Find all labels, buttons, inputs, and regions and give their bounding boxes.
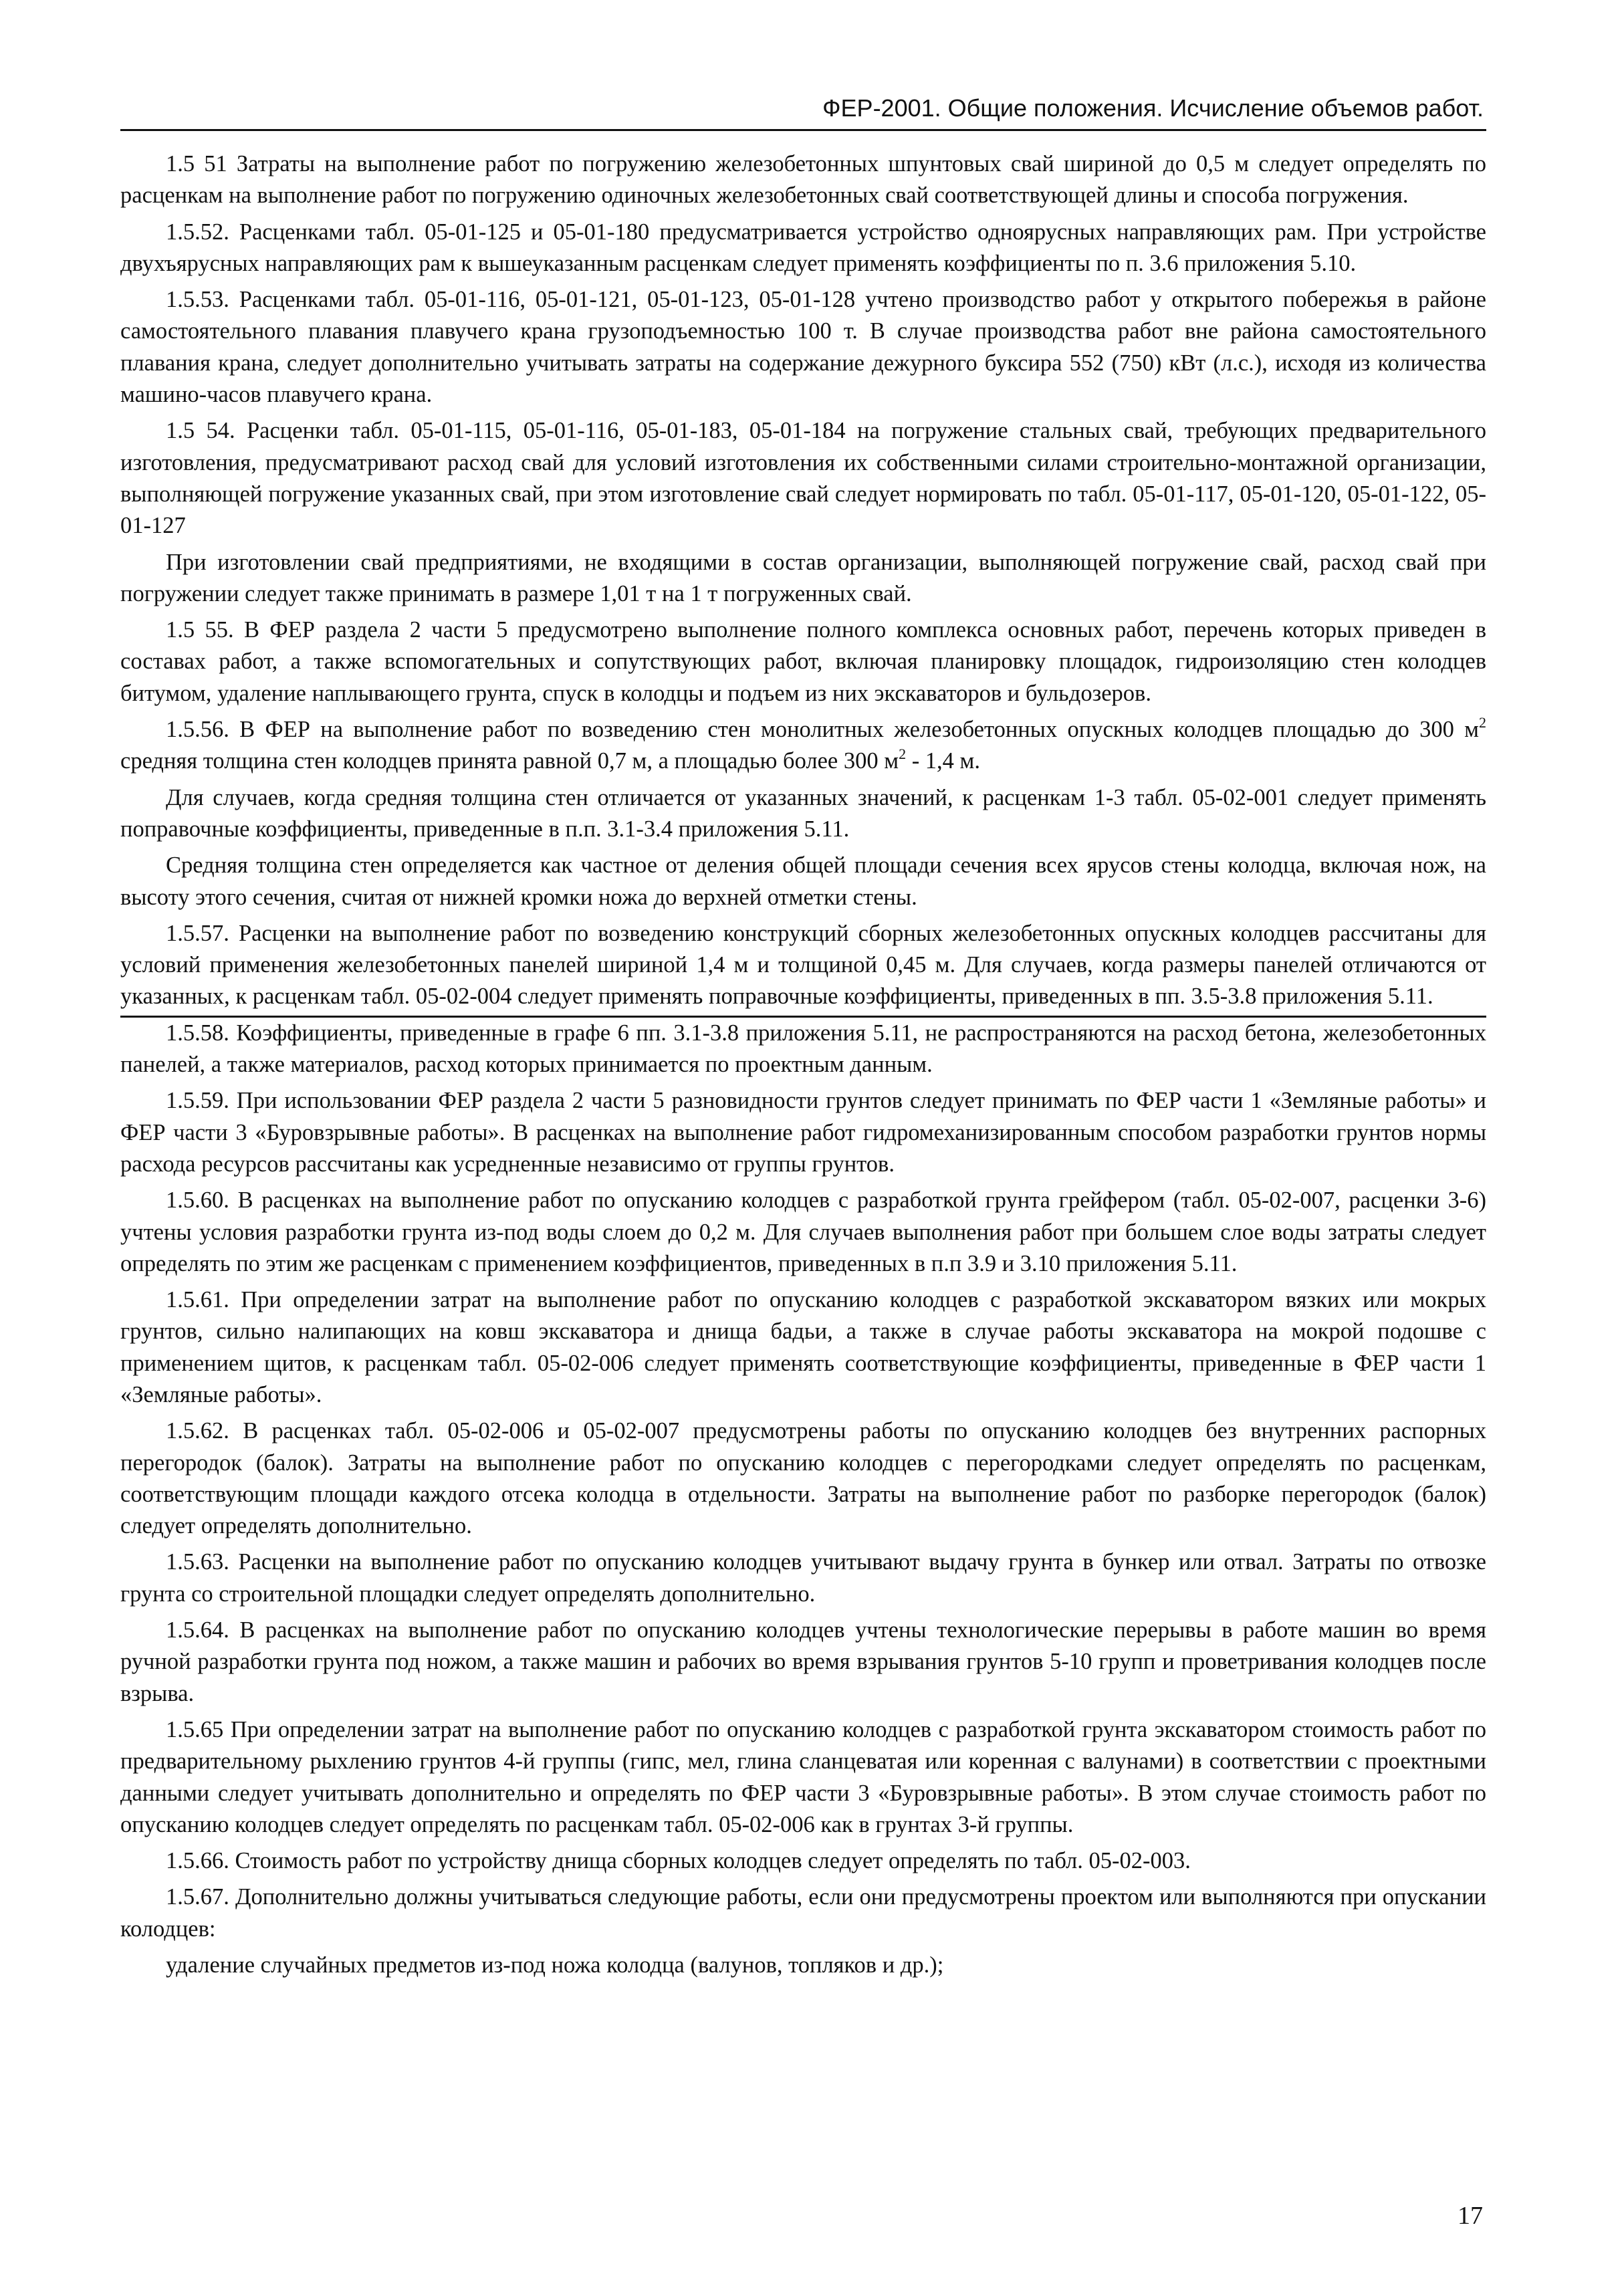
paragraph-1-5-56-text-a: 1.5.56. В ФЕР на выполнение работ по возведению стен монолитных железобетонных опускных колодцев площадью до 300 м xyxy=(166,717,1479,743)
paragraph-1-5-54-continued: При изготовлении свай предприятиями, не входящими в состав организации, выполняющей погружение свай, расход свай при погружении следует также принимать в размере 1,01 т на 1 т погруженных свай. xyxy=(120,549,1486,606)
square-meter-superscript: 2 xyxy=(1479,714,1486,731)
paragraph-1-5-55: 1.5 55. В ФЕР раздела 2 части 5 предусмотрено выполнение полного комплекса основных работ, перечень которых приведен в составах работ, а также вспомогательных и сопутствующих работ, включая планировку площадок, гидроизоляцию стен колодцев битумом, удаление наплывающего грунта, спуск в колодцы и подъем из них экскаваторов и бульдозеров. xyxy=(120,617,1486,706)
paragraph-1-5-59: 1.5.59. При использовании ФЕР раздела 2 части 5 разновидности грунтов следует принимать по ФЕР части 1 «Земляные работы» и ФЕР части 3 «Буровзрывные работы». В расценках на выполнение работ гидромеханизированным способом разработки грунтов нормы расхода ресурсов рассчитаны как усредненные независимо от группы грунтов. xyxy=(120,1088,1486,1177)
paragraph-1-5-54: 1.5 54. Расценки табл. 05-01-115, 05-01-116, 05-01-183, 05-01-184 на погружение стальных свай, требующих предварительного изготовления, предусматривают расход свай для условий изготовления их собственными силами строительно-монтажной организации, выполняющей погружение указанных свай, при этом изготовление свай следует нормировать по табл. 05-01-117, 05-01-120, 05-01-122, 05-01-127 xyxy=(120,418,1486,539)
paragraph-1-5-66: 1.5.66. Стоимость работ по устройству днища сборных колодцев следует определять по табл. 05-02-003. xyxy=(166,1848,1191,1874)
paragraph-average-wall-thickness: Средняя толщина стен определяется как частное от деления общей площади сечения всех ярусов стены колодца, включая нож, на высоту этого сечения, считая от нижней кромки ножа до верхней отметки стены. xyxy=(120,852,1486,910)
paragraph-1-5-63: 1.5.63. Расценки на выполнение работ по опусканию колодцев учитывают выдачу грунта в бункер или отвал. Затраты по отвозке грунта со строительной площадки следует определять дополнительно. xyxy=(120,1549,1486,1607)
running-header: ФЕР-2001. Общие положения. Исчисление объемов работ. xyxy=(822,94,1484,122)
paragraph-1-5-51: 1.5 51 Затраты на выполнение работ по погружению железобетонных шпунтовых свай шириной до 0,5 м следует определять по расценкам на выполнение работ по погружению одиночных железобетонных свай соответствующей длины и способа погружения. xyxy=(120,151,1486,209)
paragraph-1-5-60: 1.5.60. В расценках на выполнение работ по опусканию колодцев с разработкой грунта грейфером (табл. 05-02-007, расценки 3-6) учтены условия разработки грунта из-под воды слоем до 0,2 м. Для случаев выполнения работ при большем слое воды затраты следует определять по этим же расценкам с применением коэффициентов, приведенных в п.п 3.9 и 3.10 приложения 5.11. xyxy=(120,1187,1486,1276)
paragraph-1-5-52: 1.5.52. Расценками табл. 05-01-125 и 05-01-180 предусматривается устройство одноярусных направляющих рам. При устройстве двухъярусных направляющих рам к вышеуказанным расценкам следует применять коэффициенты по п. 3.6 приложения 5.10. xyxy=(120,219,1486,276)
paragraph-1-5-67: 1.5.67. Дополнительно должны учитываться следующие работы, если они предусмотрены проектом или выполняются при опускании колодцев: xyxy=(120,1884,1486,1942)
paragraph-list-item-1: удаление случайных предметов из-под ножа колодца (валунов, топляков и др.); xyxy=(166,1952,944,1978)
paragraph-1-5-56 xyxy=(120,714,1486,778)
paragraph-1-5-56-text-b: средняя толщина стен колодцев принята равной 0,7 м, а площадью более 300 м xyxy=(120,748,899,774)
paragraph-wall-thickness-coefficients: Для случаев, когда средняя толщина стен отличается от указанных значений, к расценкам 1-3 табл. 05-02-001 следует применять поправочные коэффициенты, приведенные в п.п. 3.1-3.4 приложения 5.11. xyxy=(120,784,1486,842)
paragraph-1-5-62: 1.5.62. В расценках табл. 05-02-006 и 05-02-007 предусмотрены работы по опусканию колодцев без внутренних распорных перегородок (балок). Затраты на выполнение работ по опусканию колодцев с перегородками следует определять по расценкам, соответствующим площади каждого отсека колодца в отдельности. Затраты на выполнение работ по разборке перегородок (балок) следует определять дополнительно. xyxy=(120,1418,1486,1539)
paragraph-1-5-64: 1.5.64. В расценках на выполнение работ по опусканию колодцев учтены технологические перерывы в работе машин во время ручной разработки грунта под ножом, а также машин и рабочих во время взрывания грунтов 5-10 групп и проветривания колодцев после взрыва. xyxy=(120,1617,1486,1706)
paragraph-1-5-57: 1.5.57. Расценки на выполнение работ по возведению конструкций сборных железобетонных опускных колодцев рассчитаны для условий применения железобетонных панелей шириной 1,4 м и толщиной 0,45 м. Для случаев, когда размеры панелей отличаются от указанных, к расценкам табл. 05-02-004 следует применять поправочные коэффициенты, приведенных в пп. 3.5-3.8 приложения 5.11. xyxy=(120,920,1486,1010)
page-number: 17 xyxy=(1458,2202,1483,2230)
square-meter-superscript: 2 xyxy=(899,745,907,763)
paragraph-1-5-65: 1.5.65 При определении затрат на выполнение работ по опусканию колодцев с разработкой грунта экскаватором стоимость работ по предварительному рыхлению грунтов 4-й группы (гипс, мел, глина сланцеватая или коренная с валунами) в соответствии с проектными данными следует учитывать дополнительно и определять по ФЕР части 3 «Буровзрывные работы». В этом случае стоимость работ по опусканию колодцев следует определять по расценкам табл. 05-02-006 как в грунтах 3-й группы. xyxy=(120,1716,1486,1837)
paragraph-1-5-58: 1.5.58. Коэффициенты, приведенные в графе 6 пп. 3.1-3.8 приложения 5.11, не распространяются на расход бетона, железобетонных панелей, а также материалов, расход которых принимается по проектным данным. xyxy=(120,1020,1486,1078)
document-body xyxy=(120,148,1486,1981)
paragraph-1-5-53: 1.5.53. Расценками табл. 05-01-116, 05-01-121, 05-01-123, 05-01-128 учтено производство работ у открытого побережья в районе самостоятельного плавания плавучего крана грузоподъемностью 100 т. В случае производства работ вне района самостоятельного плавания крана, следует дополнительно учитывать затраты на содержание дежурного буксира 552 (750) кВт (л.с.), исходя из количества машино-часов плавучего крана. xyxy=(120,287,1486,408)
header-rule xyxy=(120,129,1486,131)
paragraph-1-5-56-text-c: - 1,4 м. xyxy=(906,748,981,774)
paragraph-1-5-61: 1.5.61. При определении затрат на выполнение работ по опусканию колодцев с разработкой экскаватором вязких или мокрых грунтов, сильно налипающих на ковш экскаватора и днища бадьи, а также в случае работы экскаватора на мокрой подошве с применением щитов, к расценкам табл. 05-02-006 следует применять соответствующие коэффициенты, приведенные в ФЕР части 1 «Земляные работы». xyxy=(120,1287,1486,1407)
